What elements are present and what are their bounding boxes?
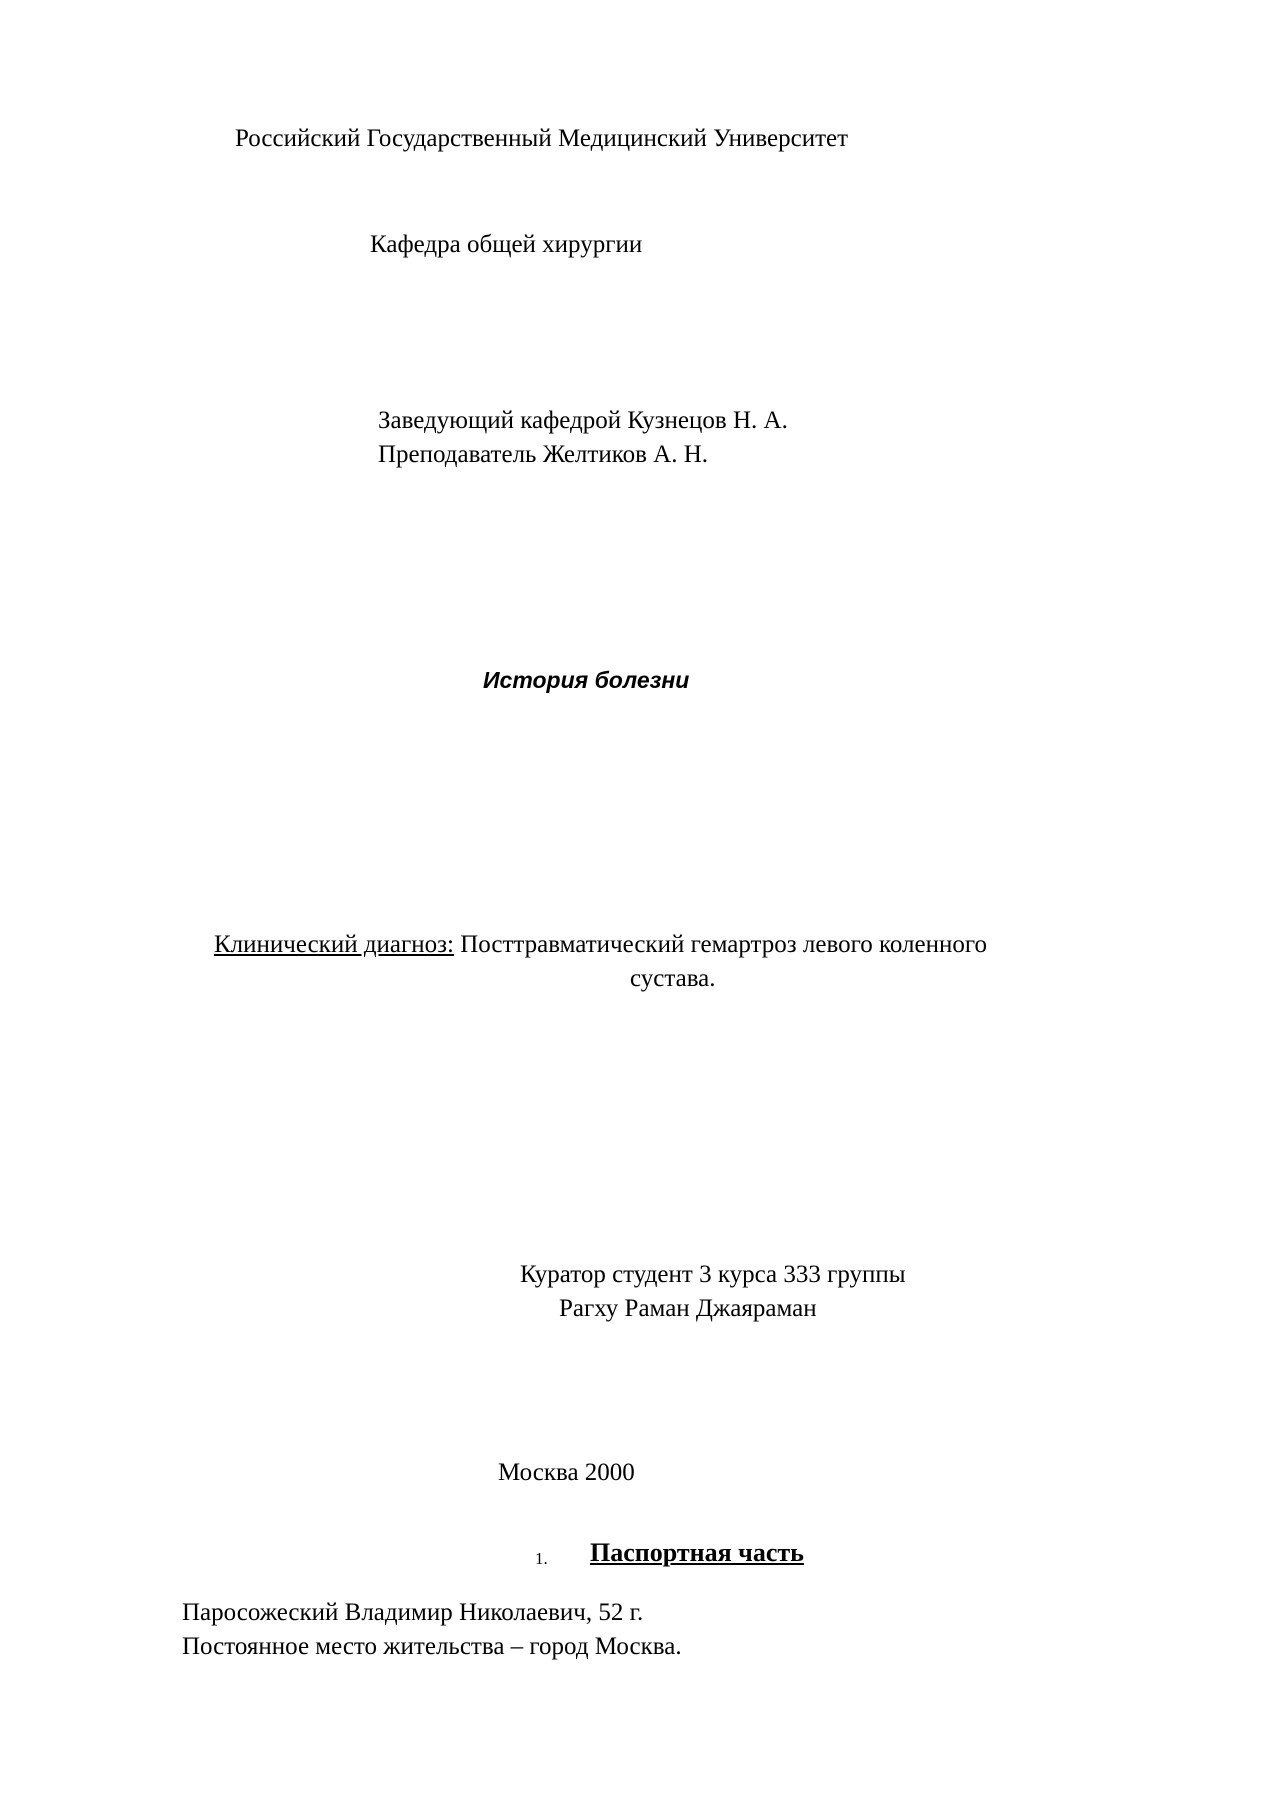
patient-name: Паросожеский Владимир Николаевич, 52 г. (182, 1599, 644, 1626)
place-year: Москва 2000 (498, 1459, 635, 1486)
curator-line2: Рагху Раман Джаяраман (559, 1295, 817, 1322)
department-name: Кафедра общей хирургии (370, 231, 643, 258)
patient-residence: Постоянное место жительства – город Москва. (182, 1633, 682, 1660)
section-title: Паспортная часть (590, 1538, 804, 1567)
university-name: Российский Государственный Медицинский Университет (235, 125, 849, 152)
section-number: 1. (535, 1549, 548, 1568)
diagnosis-text-line1: Посттравматический гемартроз левого коленного (460, 931, 987, 958)
teacher: Преподаватель Желтиков А. Н. (378, 441, 708, 468)
clinical-diagnosis (214, 928, 987, 962)
diagnosis-label: Клинический диагноз: (214, 931, 454, 958)
curator-line1: Куратор студент 3 курса 333 группы (520, 1261, 906, 1288)
diagnosis-text-line2: сустава. (630, 965, 716, 992)
document-title: История болезни (483, 667, 690, 693)
head-of-department: Заведующий кафедрой Кузнецов Н. А. (378, 407, 788, 434)
